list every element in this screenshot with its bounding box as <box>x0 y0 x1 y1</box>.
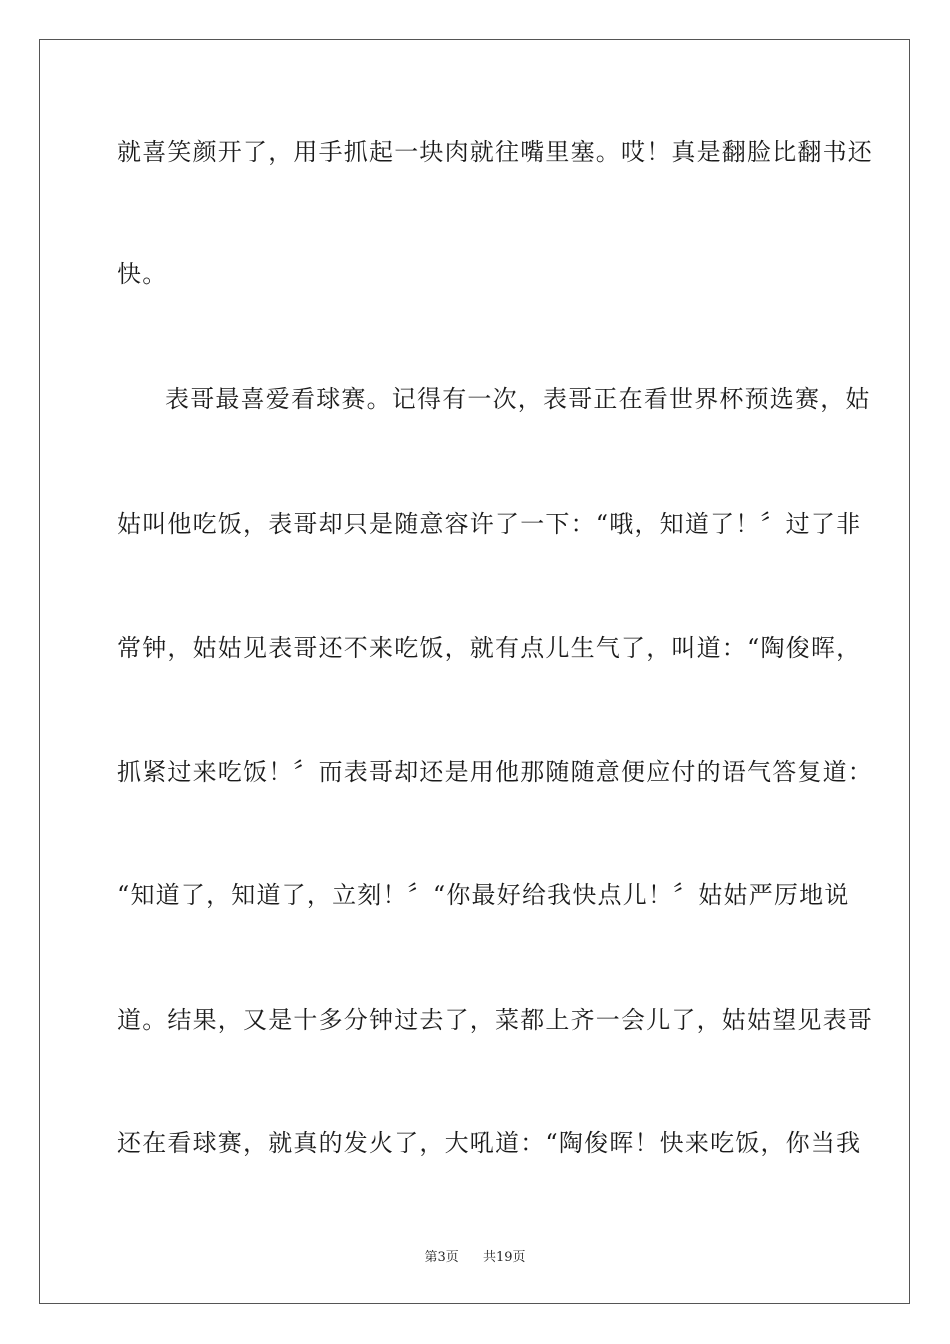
text-line-5: 常钟，姑姑见表哥还不来吃饭，就有点儿生气了，叫道：“陶俊晖， <box>117 634 862 662</box>
total-pages: 共19页 <box>483 1250 526 1265</box>
text-line-8: 道。结果，又是十多分钟过去了，菜都上齐一会儿了，姑姑望见表哥 <box>117 1006 873 1034</box>
text-line-6: 抓紧过来吃饭！〞而表哥却还是用他那随随意便应付的语气答复道： <box>117 758 873 786</box>
page-footer <box>0 1246 950 1265</box>
page-border <box>39 39 910 1304</box>
text-line-4: 姑叫他吃饭，表哥却只是随意容许了一下：“哦，知道了！〞过了非 <box>117 510 862 538</box>
text-line-3: 表哥最喜爱看球赛。记得有一次，表哥正在看世界杯预选赛，姑 <box>165 385 871 413</box>
text-line-9: 还在看球赛，就真的发火了，大吼道：“陶俊晖！快来吃饭，你当我 <box>117 1129 862 1157</box>
text-line-1: 就喜笑颜开了，用手抓起一块肉就往嘴里塞。哎！真是翻脸比翻书还 <box>117 138 873 166</box>
page-number: 第3页 <box>424 1250 459 1265</box>
text-line-2: 快。 <box>117 260 168 288</box>
text-line-7: “知道了，知道了，立刻！〞“你最好给我快点儿！〞姑姑严厉地说 <box>117 881 850 909</box>
